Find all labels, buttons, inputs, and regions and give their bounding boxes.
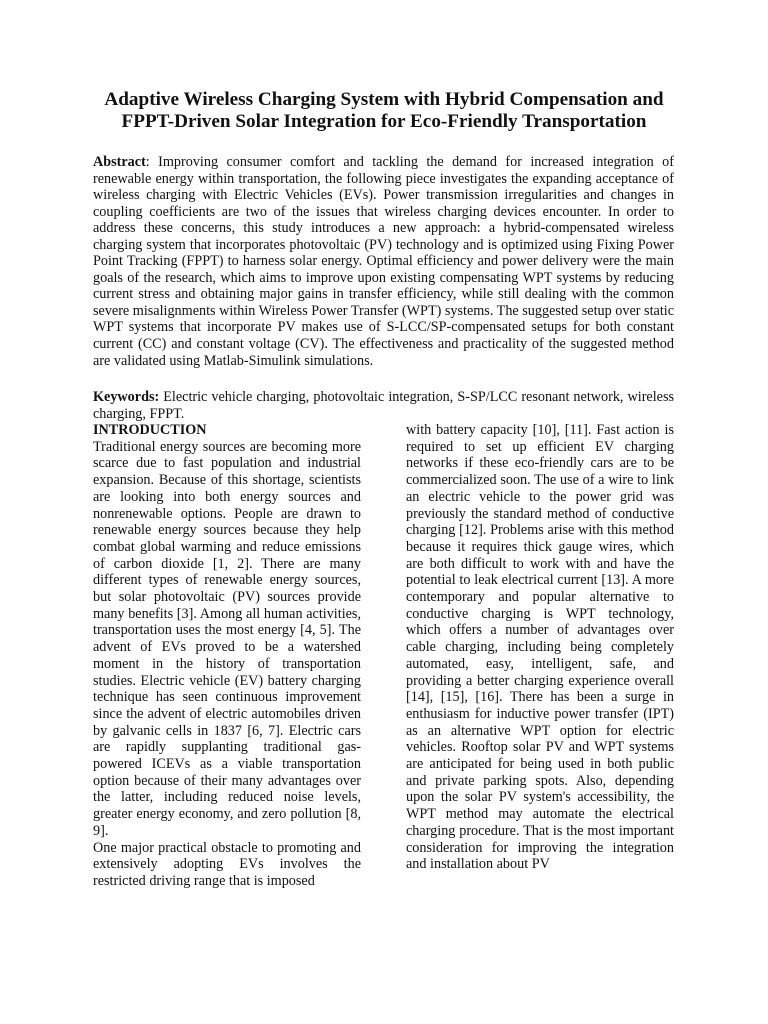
paper-title: Adaptive Wireless Charging System with Hybrid Compensation and FPPT-Driven Solar Integration for Eco-Friendly Transportation xyxy=(104,89,664,132)
body-paragraph: One major practical obstacle to promoting and extensively adopting EVs involves the restricted driving range that is imposed xyxy=(93,839,361,889)
abstract-text: : Improving consumer comfort and tackling the demand for increased integration of renewable energy within transportation, the following piece investigates the expanding acceptance of wireless charging with Electric Vehicles (EVs). Power transmission irregularities and changes in coupling coefficients are two of the issues that wireless charging devices encounter. In order to address these concerns, this study introduces a new approach: a hybrid-compensated wireless charging system that incorporates photovoltaic (PV) technology and is optimized using Fixing Power Point Tracking (FPPT) to harness solar energy. Optimal efficiency and power delivery were the main goals of the research, which aims to improve upon existing compensating WPT systems by reducing current stress and obtaining major gains in transfer efficiency, while still dealing with the common severe misalignments within Wireless Power Transfer (WPT) systems. The suggested setup over static WPT systems that incorporate PV makes use of S-LCC/SP-compensated setups for both constant current (CC) and constant voltage (CV). The effectiveness and practicality of the suggested method are validated using Matlab-Simulink simulations. xyxy=(93,154,674,369)
left-column xyxy=(93,422,361,890)
abstract xyxy=(93,154,674,369)
body-paragraph: with battery capacity [10], [11]. Fast action is required to set up efficient EV charging networks if these eco-friendly cars are to be commercialized soon. The use of a wire to link an electric vehicle to the power grid was previously the standard method of conductive charging [12]. Problems arise with this method because it requires thick gauge wires, which are both difficult to work with and have the potential to leak electrical current [13]. A more contemporary and popular alternative to conductive charging is WPT technology, which offers a number of advantages over cable charging, including being completely automated, easy, intelligent, safe, and providing a better charging experience overall [14], [15], [16]. There has been a surge in enthusiasm for inductive power transfer (IPT) as an alternative WPT option for electric vehicles. Rooftop solar PV and WPT systems are anticipated for being used in both public and private parking spots. Also, depending upon the solar PV system's accessibility, the WPT method may automate the electrical charging procedure. That is the most important consideration for improving the integration and installation about PV xyxy=(406,422,674,873)
section-heading-introduction: INTRODUCTION xyxy=(93,422,207,438)
right-column xyxy=(406,422,674,873)
keywords xyxy=(93,389,674,422)
keywords-label: Keywords: xyxy=(93,389,160,405)
abstract-label: Abstract xyxy=(93,154,146,170)
keywords-text: Electric vehicle charging, photovoltaic integration, S-SP/LCC resonant network, wireless charging, FPPT. xyxy=(93,389,674,422)
body-paragraph: Traditional energy sources are becoming more scarce due to fast population and industrial expansion. Because of this shortage, scientists are looking into both energy sources and nonrenewable options. People are drawn to renewable energy sources because they help combat global warming and reduce emissions of carbon dioxide [1, 2]. There are many different types of renewable energy sources, but solar photovoltaic (PV) sources provide many benefits [3]. Among all human activities, transportation uses the most energy [4, 5]. The advent of EVs proved to be a watershed moment in the history of transportation studies. Electric vehicle (EV) battery charging technique has seen continuous improvement since the advent of electric automobiles driven by galvanic cells in 1837 [6, 7]. Electric cars are rapidly supplanting traditional gas-powered ICEVs as a viable transportation option because of their many advantages over the latter, including reduced noise levels, greater energy economy, and zero pollution [8, 9]. xyxy=(93,438,361,839)
